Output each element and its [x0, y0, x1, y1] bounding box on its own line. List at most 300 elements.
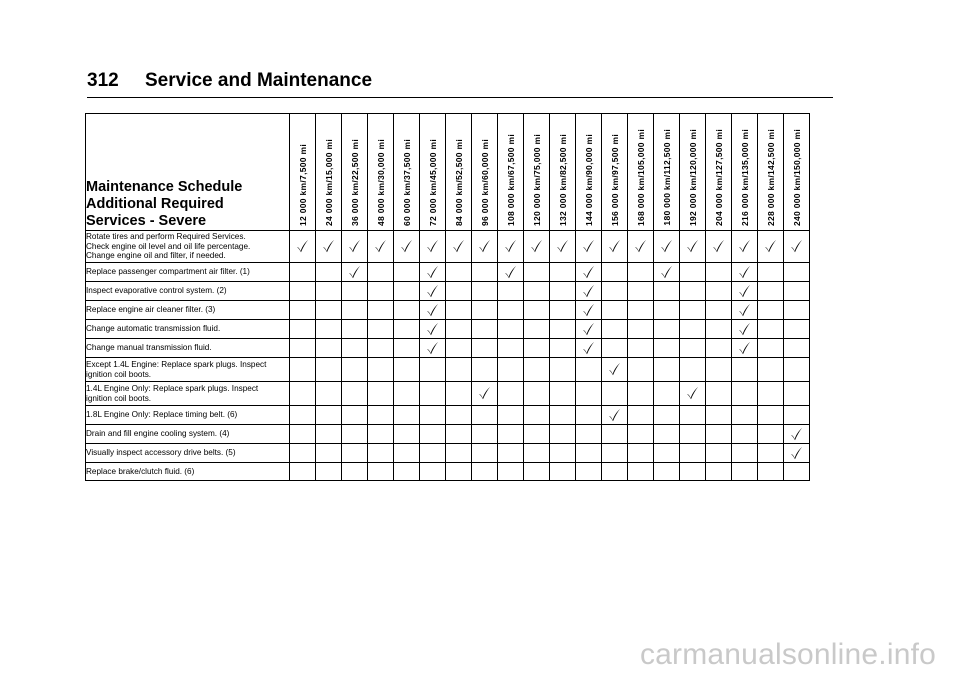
interval-cell: [420, 282, 446, 301]
interval-cell: [524, 382, 550, 406]
check-mark-icon: [582, 284, 595, 298]
interval-cell: [576, 425, 602, 444]
interval-cell: [290, 263, 316, 282]
interval-cell: [602, 231, 628, 263]
interval-cell: [758, 425, 784, 444]
interval-cell: [628, 463, 654, 481]
interval-cell: [654, 444, 680, 463]
check-mark-icon: [348, 239, 361, 253]
interval-cell: [654, 406, 680, 425]
interval-cell: [446, 282, 472, 301]
interval-header: [472, 114, 498, 231]
interval-cell: [316, 282, 342, 301]
check-mark-icon: [478, 386, 491, 400]
interval-label: 240 000 km/150,000 mi: [791, 128, 802, 226]
table-title-line: Additional Required: [86, 196, 224, 212]
interval-cell: [576, 444, 602, 463]
interval-cell: [602, 463, 628, 481]
interval-cell: [290, 231, 316, 263]
service-description: [86, 382, 290, 406]
interval-cell: [654, 339, 680, 358]
interval-cell: [784, 339, 810, 358]
interval-cell: [576, 301, 602, 320]
interval-cell: [368, 339, 394, 358]
check-mark-icon: [322, 239, 335, 253]
interval-cell: [368, 425, 394, 444]
service-description-line: Change automatic transmission fluid.: [86, 324, 221, 334]
interval-cell: [342, 282, 368, 301]
interval-cell: [628, 382, 654, 406]
table-row: [86, 382, 810, 406]
interval-cell: [550, 406, 576, 425]
interval-cell: [446, 406, 472, 425]
interval-cell: [446, 463, 472, 481]
interval-cell: [680, 339, 706, 358]
interval-cell: [394, 263, 420, 282]
interval-cell: [654, 282, 680, 301]
table-row: [86, 463, 810, 481]
check-mark-icon: [556, 239, 569, 253]
service-description-line: Replace passenger compartment air filter. (1): [86, 267, 250, 277]
interval-cell: [654, 463, 680, 481]
interval-cell: [342, 263, 368, 282]
interval-cell: [550, 231, 576, 263]
interval-cell: [706, 263, 732, 282]
interval-cell: [602, 425, 628, 444]
check-mark-icon: [426, 341, 439, 355]
service-description: [86, 444, 290, 463]
interval-cell: [446, 425, 472, 444]
interval-label: 228 000 km/142,500 mi: [765, 128, 776, 226]
interval-cell: [680, 444, 706, 463]
interval-cell: [758, 382, 784, 406]
interval-cell: [472, 263, 498, 282]
interval-cell: [784, 425, 810, 444]
interval-header: [758, 114, 784, 231]
interval-cell: [628, 358, 654, 382]
check-mark-icon: [738, 265, 751, 279]
interval-cell: [732, 301, 758, 320]
interval-cell: [550, 358, 576, 382]
check-mark-icon: [738, 341, 751, 355]
interval-cell: [472, 231, 498, 263]
check-mark-icon: [400, 239, 413, 253]
interval-cell: [706, 339, 732, 358]
interval-cell: [472, 358, 498, 382]
interval-cell: [498, 444, 524, 463]
interval-cell: [732, 406, 758, 425]
interval-cell: [602, 301, 628, 320]
interval-cell: [394, 406, 420, 425]
check-mark-icon: [426, 265, 439, 279]
check-mark-icon: [582, 341, 595, 355]
interval-cell: [654, 320, 680, 339]
interval-cell: [680, 358, 706, 382]
table-title: [86, 114, 290, 231]
interval-cell: [420, 320, 446, 339]
interval-cell: [524, 444, 550, 463]
interval-cell: [732, 339, 758, 358]
interval-cell: [368, 282, 394, 301]
interval-cell: [368, 231, 394, 263]
interval-cell: [550, 339, 576, 358]
interval-cell: [784, 444, 810, 463]
interval-label: 156 000 km/97,500 mi: [609, 133, 620, 226]
interval-cell: [316, 231, 342, 263]
interval-cell: [290, 282, 316, 301]
interval-cell: [784, 406, 810, 425]
interval-label: 132 000 km/82,500 mi: [557, 133, 568, 226]
check-mark-icon: [582, 239, 595, 253]
interval-cell: [550, 444, 576, 463]
interval-cell: [316, 320, 342, 339]
check-mark-icon: [686, 239, 699, 253]
interval-cell: [472, 320, 498, 339]
interval-cell: [732, 231, 758, 263]
check-mark-icon: [738, 303, 751, 317]
interval-cell: [550, 263, 576, 282]
interval-header: [654, 114, 680, 231]
interval-cell: [576, 382, 602, 406]
interval-header: [524, 114, 550, 231]
check-mark-icon: [608, 362, 621, 376]
interval-cell: [420, 301, 446, 320]
interval-cell: [498, 406, 524, 425]
service-description-line: Rotate tires and perform Required Services.: [86, 232, 246, 242]
interval-header: [498, 114, 524, 231]
interval-cell: [784, 463, 810, 481]
service-description-line: ignition coil boots.: [86, 369, 152, 379]
interval-label: 96 000 km/60,000 mi: [479, 139, 490, 226]
interval-cell: [342, 463, 368, 481]
service-description: [86, 301, 290, 320]
service-description: [86, 282, 290, 301]
check-mark-icon: [608, 239, 621, 253]
service-description-line: Check engine oil level and oil life percentage.: [86, 241, 251, 251]
interval-cell: [784, 282, 810, 301]
interval-cell: [290, 444, 316, 463]
maintenance-schedule-table: [85, 113, 810, 481]
interval-cell: [316, 301, 342, 320]
interval-cell: [680, 263, 706, 282]
check-mark-icon: [374, 239, 387, 253]
check-mark-icon: [426, 322, 439, 336]
check-mark-icon: [608, 408, 621, 422]
interval-cell: [420, 406, 446, 425]
interval-cell: [680, 301, 706, 320]
interval-cell: [784, 358, 810, 382]
interval-cell: [420, 463, 446, 481]
interval-cell: [680, 320, 706, 339]
interval-header: [368, 114, 394, 231]
table-row: [86, 282, 810, 301]
interval-cell: [368, 463, 394, 481]
interval-cell: [290, 382, 316, 406]
interval-cell: [524, 282, 550, 301]
interval-cell: [342, 231, 368, 263]
service-description-line: Change manual transmission fluid.: [86, 343, 212, 353]
interval-cell: [446, 444, 472, 463]
interval-cell: [758, 358, 784, 382]
interval-cell: [784, 301, 810, 320]
interval-cell: [498, 358, 524, 382]
check-mark-icon: [790, 427, 803, 441]
interval-cell: [342, 301, 368, 320]
service-description: [86, 463, 290, 481]
interval-cell: [628, 301, 654, 320]
table-row: [86, 263, 810, 282]
interval-cell: [784, 231, 810, 263]
interval-cell: [602, 282, 628, 301]
check-mark-icon: [660, 239, 673, 253]
interval-cell: [758, 463, 784, 481]
table-title-line: Maintenance Schedule: [86, 179, 243, 195]
interval-cell: [732, 382, 758, 406]
interval-cell: [420, 263, 446, 282]
interval-cell: [316, 444, 342, 463]
interval-cell: [446, 358, 472, 382]
interval-cell: [316, 358, 342, 382]
service-description: [86, 263, 290, 282]
interval-cell: [342, 425, 368, 444]
table-header-row: [86, 114, 810, 231]
interval-cell: [498, 301, 524, 320]
interval-cell: [576, 339, 602, 358]
interval-cell: [550, 301, 576, 320]
interval-cell: [628, 263, 654, 282]
interval-cell: [628, 425, 654, 444]
interval-cell: [706, 425, 732, 444]
interval-cell: [680, 282, 706, 301]
service-description-line: 1.8L Engine Only: Replace timing belt. (6): [86, 410, 238, 420]
check-mark-icon: [582, 322, 595, 336]
table-row: [86, 444, 810, 463]
interval-cell: [628, 231, 654, 263]
interval-header: [680, 114, 706, 231]
interval-cell: [420, 382, 446, 406]
interval-cell: [628, 320, 654, 339]
interval-cell: [654, 263, 680, 282]
interval-cell: [342, 406, 368, 425]
interval-cell: [472, 339, 498, 358]
interval-cell: [368, 320, 394, 339]
interval-cell: [316, 425, 342, 444]
interval-cell: [472, 406, 498, 425]
interval-cell: [316, 263, 342, 282]
interval-cell: [524, 320, 550, 339]
interval-header: [290, 114, 316, 231]
check-mark-icon: [660, 265, 673, 279]
interval-cell: [758, 339, 784, 358]
check-mark-icon: [686, 386, 699, 400]
interval-cell: [394, 282, 420, 301]
page-header: [87, 70, 372, 92]
interval-cell: [472, 282, 498, 301]
interval-cell: [394, 231, 420, 263]
interval-cell: [628, 444, 654, 463]
interval-cell: [498, 320, 524, 339]
interval-cell: [706, 282, 732, 301]
interval-cell: [602, 444, 628, 463]
interval-cell: [706, 231, 732, 263]
interval-cell: [680, 231, 706, 263]
interval-cell: [758, 231, 784, 263]
interval-cell: [576, 263, 602, 282]
interval-cell: [342, 339, 368, 358]
interval-cell: [706, 320, 732, 339]
check-mark-icon: [504, 265, 517, 279]
interval-cell: [368, 358, 394, 382]
interval-label: 12 000 km/7,500 mi: [297, 144, 308, 226]
check-mark-icon: [296, 239, 309, 253]
service-description-line: Change engine oil and filter, if needed.: [86, 251, 226, 261]
interval-cell: [394, 463, 420, 481]
interval-cell: [420, 425, 446, 444]
interval-cell: [420, 231, 446, 263]
check-mark-icon: [426, 239, 439, 253]
interval-header: [784, 114, 810, 231]
interval-header: [706, 114, 732, 231]
interval-cell: [732, 425, 758, 444]
interval-cell: [446, 231, 472, 263]
check-mark-icon: [738, 322, 751, 336]
interval-label: 216 000 km/135,000 mi: [739, 128, 750, 226]
interval-cell: [680, 382, 706, 406]
service-description-line: Replace brake/clutch fluid. (6): [86, 466, 195, 476]
interval-label: 144 000 km/90,000 mi: [583, 133, 594, 226]
interval-cell: [290, 463, 316, 481]
table-row: [86, 425, 810, 444]
service-description-line: 1.4L Engine Only: Replace spark plugs. Inspect: [86, 384, 259, 394]
check-mark-icon: [426, 303, 439, 317]
interval-cell: [732, 263, 758, 282]
interval-cell: [576, 282, 602, 301]
interval-header: [550, 114, 576, 231]
interval-cell: [706, 382, 732, 406]
interval-header: [446, 114, 472, 231]
interval-cell: [498, 339, 524, 358]
interval-header: [394, 114, 420, 231]
interval-cell: [784, 382, 810, 406]
interval-label: 204 000 km/127,500 mi: [713, 128, 724, 226]
interval-label: 36 000 km/22,500 mi: [349, 139, 360, 226]
interval-cell: [602, 406, 628, 425]
interval-cell: [550, 463, 576, 481]
header-rule: [87, 97, 833, 98]
interval-cell: [368, 301, 394, 320]
interval-cell: [316, 463, 342, 481]
interval-cell: [524, 339, 550, 358]
interval-cell: [654, 425, 680, 444]
interval-cell: [758, 406, 784, 425]
interval-cell: [576, 406, 602, 425]
interval-cell: [654, 358, 680, 382]
interval-cell: [420, 444, 446, 463]
interval-cell: [524, 425, 550, 444]
interval-cell: [576, 463, 602, 481]
interval-cell: [602, 358, 628, 382]
interval-header: [316, 114, 342, 231]
interval-cell: [706, 358, 732, 382]
interval-cell: [316, 406, 342, 425]
check-mark-icon: [790, 239, 803, 253]
interval-cell: [368, 382, 394, 406]
interval-cell: [446, 320, 472, 339]
interval-cell: [550, 382, 576, 406]
check-mark-icon: [738, 284, 751, 298]
section-title: Service and Maintenance: [145, 70, 373, 91]
check-mark-icon: [634, 239, 647, 253]
table-row: [86, 231, 810, 263]
check-mark-icon: [582, 303, 595, 317]
interval-cell: [654, 301, 680, 320]
interval-cell: [628, 406, 654, 425]
interval-cell: [628, 339, 654, 358]
check-mark-icon: [478, 239, 491, 253]
interval-cell: [498, 425, 524, 444]
table-title-line: Services - Severe: [86, 213, 207, 229]
interval-cell: [394, 301, 420, 320]
interval-cell: [628, 282, 654, 301]
interval-cell: [732, 358, 758, 382]
interval-header: [732, 114, 758, 231]
service-description-line: ignition coil boots.: [86, 393, 152, 403]
interval-label: 48 000 km/30,000 mi: [375, 139, 386, 226]
interval-cell: [550, 320, 576, 339]
interval-cell: [472, 425, 498, 444]
interval-cell: [576, 231, 602, 263]
interval-cell: [524, 301, 550, 320]
interval-label: 192 000 km/120,000 mi: [687, 128, 698, 226]
interval-cell: [498, 263, 524, 282]
interval-cell: [758, 444, 784, 463]
interval-cell: [394, 382, 420, 406]
interval-cell: [498, 382, 524, 406]
interval-cell: [290, 320, 316, 339]
service-description: [86, 358, 290, 382]
check-mark-icon: [738, 239, 751, 253]
interval-label: 84 000 km/52,500 mi: [453, 139, 464, 226]
interval-cell: [368, 406, 394, 425]
service-description: [86, 406, 290, 425]
interval-cell: [394, 320, 420, 339]
interval-cell: [576, 358, 602, 382]
interval-cell: [290, 425, 316, 444]
interval-header: [420, 114, 446, 231]
interval-cell: [706, 406, 732, 425]
interval-cell: [316, 382, 342, 406]
interval-cell: [394, 425, 420, 444]
interval-cell: [316, 339, 342, 358]
interval-cell: [446, 339, 472, 358]
interval-cell: [394, 444, 420, 463]
interval-cell: [446, 263, 472, 282]
interval-cell: [524, 358, 550, 382]
interval-cell: [654, 382, 680, 406]
interval-cell: [758, 301, 784, 320]
interval-cell: [524, 263, 550, 282]
interval-label: 180 000 km/112,500 mi: [661, 129, 672, 226]
interval-cell: [758, 282, 784, 301]
interval-cell: [602, 382, 628, 406]
interval-cell: [394, 358, 420, 382]
interval-cell: [446, 301, 472, 320]
interval-cell: [706, 463, 732, 481]
interval-cell: [472, 382, 498, 406]
interval-cell: [602, 263, 628, 282]
table-row: [86, 358, 810, 382]
interval-cell: [732, 282, 758, 301]
